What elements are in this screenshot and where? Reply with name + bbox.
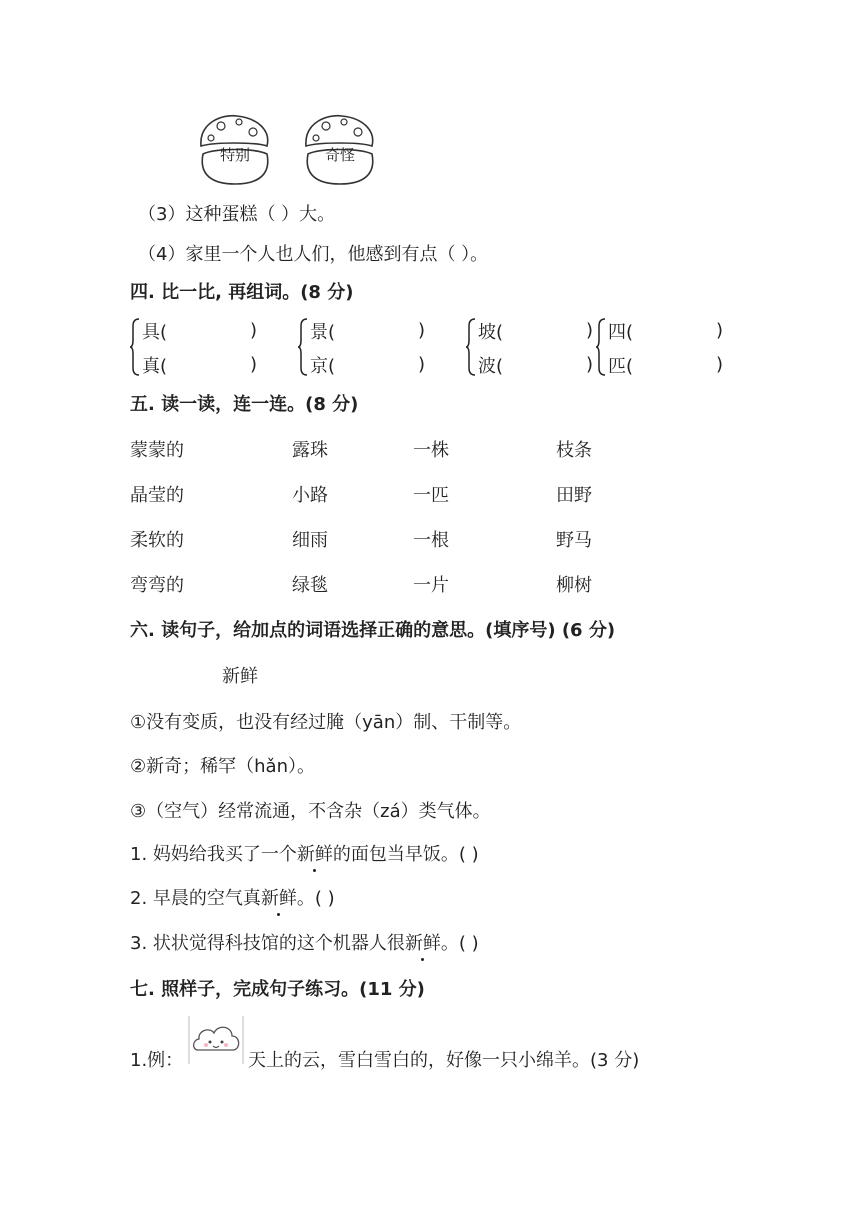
paren: ) bbox=[586, 320, 594, 341]
mushroom-label: 特别 bbox=[219, 146, 250, 164]
compare-char: 京( bbox=[310, 356, 336, 377]
compare-char: 四( bbox=[608, 322, 634, 343]
meaning-1: ①没有变质，也没有经过腌（yān）制、干制等。 bbox=[130, 712, 522, 733]
question-text: 1. 妈妈给我买了一个 bbox=[130, 844, 297, 865]
paren: ) bbox=[250, 320, 258, 341]
mushroom-special bbox=[195, 112, 275, 188]
question-text: 3. 状状觉得科技馆的这个机器人很 bbox=[130, 933, 405, 954]
match-item: 绿毯 bbox=[292, 575, 328, 596]
question-text: 。( ) bbox=[440, 933, 479, 954]
question-3 bbox=[130, 929, 479, 955]
section-5-title: 五. 读一读，连一连。(8 分) bbox=[130, 394, 359, 415]
match-item: 细雨 bbox=[292, 530, 328, 551]
match-item: 晶莹的 bbox=[130, 485, 184, 506]
compare-char: 波( bbox=[478, 356, 504, 377]
question-text: 2. 早晨的空气真 bbox=[130, 888, 261, 909]
match-item: 田野 bbox=[556, 485, 592, 506]
match-item: 枝条 bbox=[556, 440, 592, 461]
brace bbox=[466, 318, 476, 381]
section-7-title: 七. 照样子，完成句子练习。(11 分) bbox=[130, 979, 425, 1000]
brace bbox=[596, 318, 606, 381]
compare-char: 真( bbox=[142, 356, 168, 377]
question-text: 的面包当早饭。( ) bbox=[332, 844, 479, 865]
question-text: 。( ) bbox=[296, 888, 335, 909]
mushroom-label: 奇怪 bbox=[324, 146, 355, 164]
match-item: 一株 bbox=[413, 440, 449, 461]
q3-item-3: （3）这种蛋糕（ ）大。 bbox=[138, 204, 336, 225]
question-2 bbox=[130, 884, 335, 910]
brace bbox=[298, 318, 308, 381]
q3-item-4: （4）家里一个人也人们，他感到有点（ ）。 bbox=[138, 244, 489, 265]
dotted-word: 新鲜 bbox=[405, 929, 441, 955]
section-4-title: 四. 比一比, 再组词。(8 分) bbox=[130, 282, 354, 303]
match-item: 一片 bbox=[413, 575, 449, 596]
match-item: 柳树 bbox=[556, 575, 592, 596]
match-item: 弯弯的 bbox=[130, 575, 184, 596]
mushroom-strange bbox=[300, 112, 380, 188]
compare-char: 具( bbox=[142, 322, 168, 343]
match-item: 蒙蒙的 bbox=[130, 440, 184, 461]
match-item: 小路 bbox=[292, 485, 328, 506]
compare-char: 匹( bbox=[608, 356, 634, 377]
paren: ) bbox=[586, 354, 594, 375]
paren: ) bbox=[716, 320, 724, 341]
section-6-title: 六. 读句子，给加点的词语选择正确的意思。(填序号) (6 分) bbox=[130, 620, 616, 641]
meaning-2: ②新奇；稀罕（hǎn）。 bbox=[130, 756, 315, 777]
target-word: 新鲜 bbox=[222, 666, 258, 687]
compare-char: 坡( bbox=[478, 322, 504, 343]
match-item: 露珠 bbox=[292, 440, 328, 461]
meaning-3: ③（空气）经常流通，不含杂（zá）类气体。 bbox=[130, 801, 491, 822]
match-item: 野马 bbox=[556, 530, 592, 551]
example-sentence: 天上的云，雪白雪白的，好像一只小绵羊。(3 分) bbox=[248, 1050, 640, 1071]
match-item: 一根 bbox=[413, 530, 449, 551]
dotted-word: 新鲜 bbox=[297, 840, 333, 866]
match-item: 柔软的 bbox=[130, 530, 184, 551]
paren: ) bbox=[250, 354, 258, 375]
brace bbox=[130, 318, 140, 381]
example-prefix: 1.例： bbox=[130, 1050, 184, 1071]
dotted-word: 新鲜 bbox=[261, 884, 297, 910]
match-item: 一匹 bbox=[413, 485, 449, 506]
paren: ) bbox=[716, 354, 724, 375]
compare-char: 景( bbox=[310, 322, 336, 343]
cloud-icon bbox=[188, 1016, 244, 1064]
question-1 bbox=[130, 840, 479, 866]
paren: ) bbox=[418, 354, 426, 375]
paren: ) bbox=[418, 320, 426, 341]
cloud-image bbox=[188, 1016, 244, 1064]
